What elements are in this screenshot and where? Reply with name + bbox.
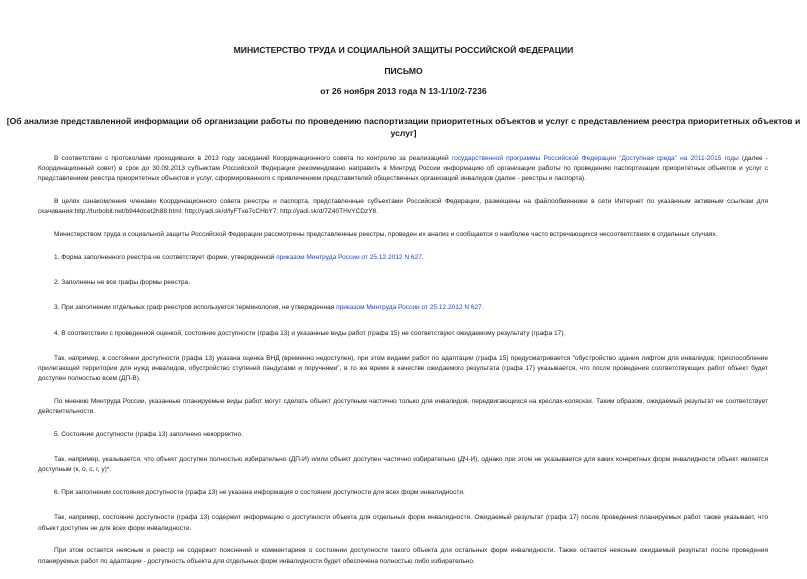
paragraph-1	[38, 154, 768, 185]
paragraph-example-2: Так, например, указывается, что объект доступен полностью избирательно (ДП-И) и/или объект доступен частично избирательно (ДЧ-И), однако при этом не указывается для каких конкретных форм инвалидности объект является доступным (к, о, с, г, у)*.	[38, 456, 768, 474]
ministry-heading: МИНИСТЕРСТВО ТРУДА И СОЦИАЛЬНОЙ ЗАЩИТЫ РОССИЙСКОЙ ФЕДЕРАЦИИ	[233, 45, 574, 55]
paragraph-final: При этом остается неясным и реестр не содержит пояснений и комментариев о состоянии доступности такого объекта для остальных форм инвалидности. Также остается неясным ожидаемый результат после проведения планируемых работ по адаптации - доступность объекта для отдельных форм инвалидности будет обеспечена полностью либо избирательно.	[38, 547, 768, 565]
item-3	[38, 303, 768, 313]
state-program-link[interactable]: государственной программы Российской Федерации "Доступная среда" на 2011-2015 годы	[451, 155, 739, 162]
document-body	[38, 154, 768, 579]
paragraph-opinion: По мнению Минтруда России, указанные планируемые виды работ могут сделать объект доступным частично только для инвалидов, передвигающихся на креслах-колясках. Таким образом, ожидаемый результат не соответствует действительности.	[38, 398, 768, 416]
item-5: 5. Состояние доступности (графа 13) заполнено некорректно.	[54, 431, 243, 439]
document-date-number: от 26 ноября 2013 года N 13-1/10/2-7236	[320, 86, 487, 96]
item-2: 2. Заполнены не все графы формы реестра.	[54, 279, 190, 287]
document-title: [Об анализе представленной информации об организации работы по проведению паспортизации приоритетных объектов и услуг с представлением реестра приоритетных объектов и услуг]	[6, 116, 801, 138]
paragraph-3: Министерством труда и социальной защиты Российской Федерации рассмотрены представленные реестры, проведен их анализ и сообщается о наиболее часто встречающихся несоответствиях в отдельных случаях.	[54, 231, 718, 239]
paragraph-text: (далее - Координационный совет) в срок до 30.09.2013 субъектам Российской Федерации рекомендовано направить в Минтруд России информацию об организации работы по проведению паспортизации приоритетных объектов и услуг с представлением реестра приоритетных объектов и услуг, сформированного с привлечением представителей общественных организаций инвалидов (далее - реестры и паспорта).	[38, 155, 768, 183]
document-type: ПИСЬМО	[384, 66, 423, 76]
item-4: 4. В соответствии с проведенной оценкой, состояние доступности (графа 13) и указанные виды работ (графа 15) не соответствуют ожидаемому результату (графа 17).	[54, 329, 566, 337]
paragraph-example-3: Так, например, состояние доступности (графа 13) содержит информацию о доступности объекта для отдельных форм инвалидности. Ожидаемый результат (графа 17) после проведения планируемых работ также указывает, что объект доступен не для всех форм инвалидности.	[38, 514, 768, 532]
paragraph-2: В целях ознакомления членами Координационного совета реестры и паспорта, представленные субъектами Российской Федерации, размещены на файлообменнике в сети Интернет по указанным активным ссылкам для скачивания:http://turbobit.net/b944dcet2h88.html; http://yadi.sk/d/lyFTxe7cCHbY7; http://yadi.sk/d/7Z40THvYCDzY8.	[38, 198, 768, 216]
item-1	[38, 253, 768, 263]
order-627-link[interactable]: приказом Минтруда России от 25.12.2012 N 627	[336, 304, 482, 312]
paragraph-text: В соответствии с протоколами проходивших в 2013 году заседаний Координационного совета по контролю за реализацией	[54, 155, 452, 162]
paragraph-text: .	[481, 304, 484, 312]
paragraph-text: .	[421, 254, 424, 261]
paragraph-example-1: Так, например, в состоянии доступности (графа 13) указана оценка ВНД (временно недоступен), при этом видами работ по адаптации (графа 15) предусматривается "обустройство здания лифтом для инвалидов; приспособление прилегающей территории для нужд инвалидов, обустройство ступеней пандусами и поручнями", в то же время в качестве ожидаемого результата (графа 17) указывается, что после проведения соответствующих работ объект будет доступен полностью всем (ДП-В).	[38, 354, 768, 383]
paragraph-text: 3. При заполнении отдельных граф реестров используется терминология, не утвержденная	[54, 304, 337, 312]
paragraph-text: 1. Форма заполненного реестра не соответствует форме, утвержденной	[54, 254, 277, 261]
item-6: 6. При заполнении состояния доступности (графа 13) не указана информация о состоянии доступности для всех форм инвалидности.	[54, 489, 465, 497]
order-627-link[interactable]: приказом Минтруда России от 25.12.2012 N 627	[276, 254, 422, 261]
